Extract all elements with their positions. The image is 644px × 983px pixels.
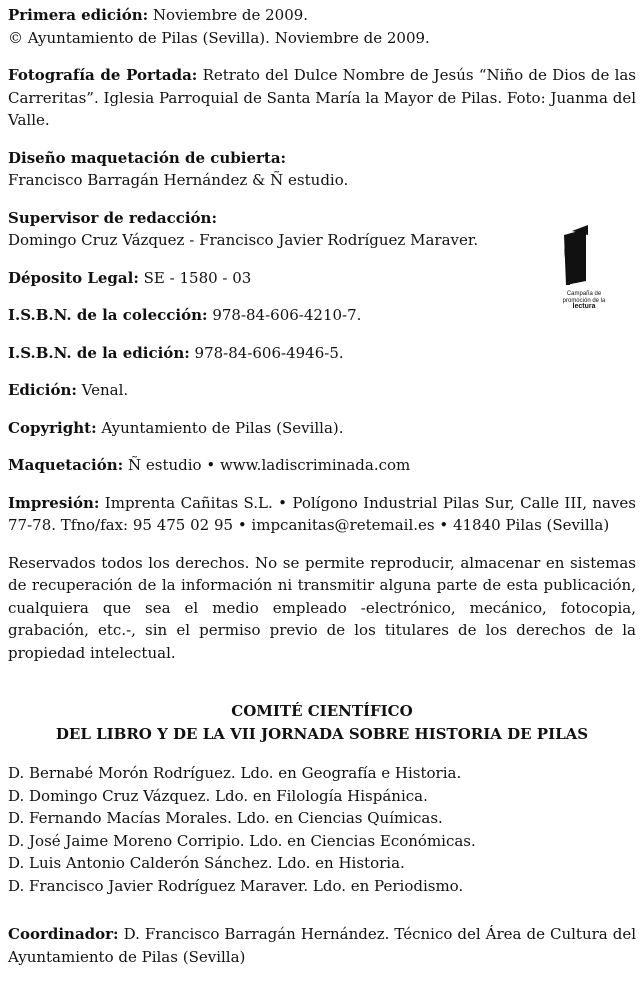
edition-type: Edición: Venal. <box>8 381 129 399</box>
editorial-supervisor-credit: Supervisor de redacción: Domingo Cruz Vázquez - Francisco Javier Rodríguez Maraver. <box>8 208 479 249</box>
committee-heading <box>8 700 636 745</box>
cover-design-credit: Diseño maquetación de cubierta: Francisco Barragán Hernández & Ñ estudio. <box>8 148 349 189</box>
copyright-holder: Copyright: Ayuntamiento de Pilas (Sevilla). <box>8 418 344 437</box>
edition-value: Noviembre de 2009. <box>148 6 309 24</box>
list-item: D. Fernando Macías Morales. Ldo. en Ciencias Químicas. <box>8 809 443 827</box>
logo-caption: Campaña de promoción de la lectura <box>562 291 606 310</box>
edition-block <box>8 4 636 49</box>
committee-subtitle: DEL LIBRO Y DE LA VII JORNADA SOBRE HISTORIA DE PILAS <box>55 724 589 743</box>
committee-members <box>8 762 636 897</box>
layout-credit: Maquetación: Ñ estudio • www.ladiscriminada.com <box>8 456 411 474</box>
coordinator-credit: Coordinador: D. Francisco Barragán Hernández. Técnico del Área de Cultura del Ayuntamiento de Pilas (Sevilla) <box>8 925 636 966</box>
printing-credit: Impresión: Imprenta Cañitas S.L. • Polígono Industrial Pilas Sur, Calle III, naves 77-78. Tfno/fax: 95 475 02 95 • impcanitas@retemail.es • 41840 Pilas (Sevilla) <box>8 493 636 534</box>
committee-title: COMITÉ CIENTÍFICO <box>231 702 413 720</box>
credits-page <box>8 0 636 983</box>
list-item: D. Bernabé Morón Rodríguez. Ldo. en Geografía e Historia. <box>8 764 462 782</box>
cover-photo-credit: Fotografía de Portada: Retrato del Dulce Nombre de Jesús “Niño de Dios de las Carreritas”. Iglesia Parroquial de Santa María la Mayor de Pilas. Foto: Juanma del Valle. <box>8 66 637 129</box>
isbn-collection: I.S.B.N. de la colección: 978-84-606-4210-7. <box>8 306 362 324</box>
legal-deposit: Déposito Legal: SE - 1580 - 03 <box>8 268 252 287</box>
book-reader-logo-icon <box>556 223 596 291</box>
list-item: D. José Jaime Moreno Corripio. Ldo. en Ciencias Económicas. <box>8 831 476 850</box>
rights-notice: Reservados todos los derechos. No se permite reproducir, almacenar en sistemas de recuperación de la información ni transmitir alguna parte de esta publicación, cualquiera que sea el medio empleado -electrónico, mecánico, fotocopia, grabación, etc.-, sin el permiso previo de los titulares de los derechos de la propiedad intelectual. <box>8 553 636 662</box>
copyright-line: © Ayuntamiento de Pilas (Sevilla). Noviembre de 2009. <box>8 28 430 47</box>
list-item: D. Francisco Javier Rodríguez Maraver. Ldo. en Periodismo. <box>8 876 464 895</box>
isbn-edition: I.S.B.N. de la edición: 978-84-606-4946-5. <box>8 343 344 362</box>
list-item: D. Luis Antonio Calderón Sánchez. Ldo. en Historia. <box>8 854 405 872</box>
reading-campaign-logo <box>556 223 626 323</box>
edition-label: Primera edición: <box>8 6 149 24</box>
list-item: D. Domingo Cruz Vázquez. Ldo. en Filología Hispánica. <box>8 786 428 805</box>
